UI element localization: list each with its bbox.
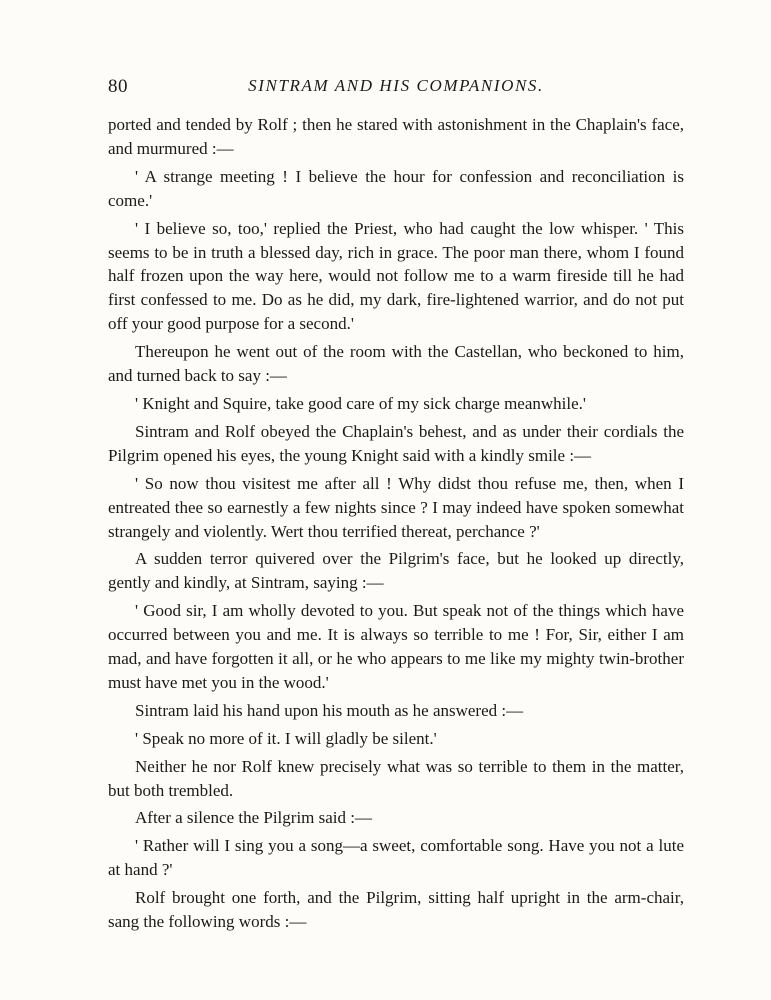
paragraph: ' I believe so, too,' replied the Priest, who had caught the low whisper. ' This seems to be in truth a blessed day, rich in grace. The poor man there, whom I found half frozen upon the way here, would not follow me to a warm fireside till he had first confessed to me. Do as he did, my dark, fire-lightened warrior, and do not put off your good purpose for a second.' — [108, 218, 684, 334]
paragraph: Sintram and Rolf obeyed the Chaplain's behest, and as under their cordials the Pilgrim opened his eyes, the young Knight said with a kindly smile :— — [108, 421, 684, 465]
paragraph: ' So now thou visitest me after all ! Why didst thou refuse me, then, when I entreated thee so earnestly a few nights since ? I may indeed have spoken somewhat strangely and violently. Wert thou terrified thereat, perchance ?' — [108, 473, 684, 541]
page-header — [108, 76, 684, 102]
paragraph: ' Knight and Squire, take good care of my sick charge meanwhile.' — [135, 393, 586, 413]
body-text — [108, 113, 684, 934]
paragraph: Neither he nor Rolf knew precisely what was so terrible to them in the matter, but both trembled. — [108, 756, 684, 800]
paragraph: ' Good sir, I am wholly devoted to you. But speak not of the things which have occurred between you and me. It is always so terrible to me ! For, Sir, either I am mad, and have forgotten it all, or he who appears to me like my mighty twin-brother must have met you in the wood.' — [108, 601, 684, 692]
paragraph: ' Speak no more of it. I will gladly be silent.' — [135, 728, 437, 748]
page-number: 80 — [108, 76, 128, 97]
paragraph: ported and tended by Rolf ; then he stared with astonishment in the Chaplain's face, and murmured :— — [108, 115, 684, 158]
paragraph: Thereupon he went out of the room with the Castellan, who beckoned to him, and turned back to say :— — [108, 342, 684, 386]
paragraph: Sintram laid his hand upon his mouth as he answered :— — [135, 700, 524, 720]
paragraph: ' A strange meeting ! I believe the hour for confession and reconciliation is come.' — [108, 166, 684, 210]
paragraph: ' Rather will I sing you a song—a sweet, comfortable song. Have you not a lute at hand ?' — [108, 836, 684, 880]
paragraph: A sudden terror quivered over the Pilgrim's face, but he looked up directly, gently and kindly, at Sintram, saying :— — [108, 549, 684, 593]
running-title: SINTRAM AND HIS COMPANIONS. — [248, 76, 544, 95]
paragraph: Rolf brought one forth, and the Pilgrim, sitting half upright in the arm-chair, sang the following words :— — [108, 888, 684, 932]
paragraph: After a silence the Pilgrim said :— — [135, 808, 372, 828]
